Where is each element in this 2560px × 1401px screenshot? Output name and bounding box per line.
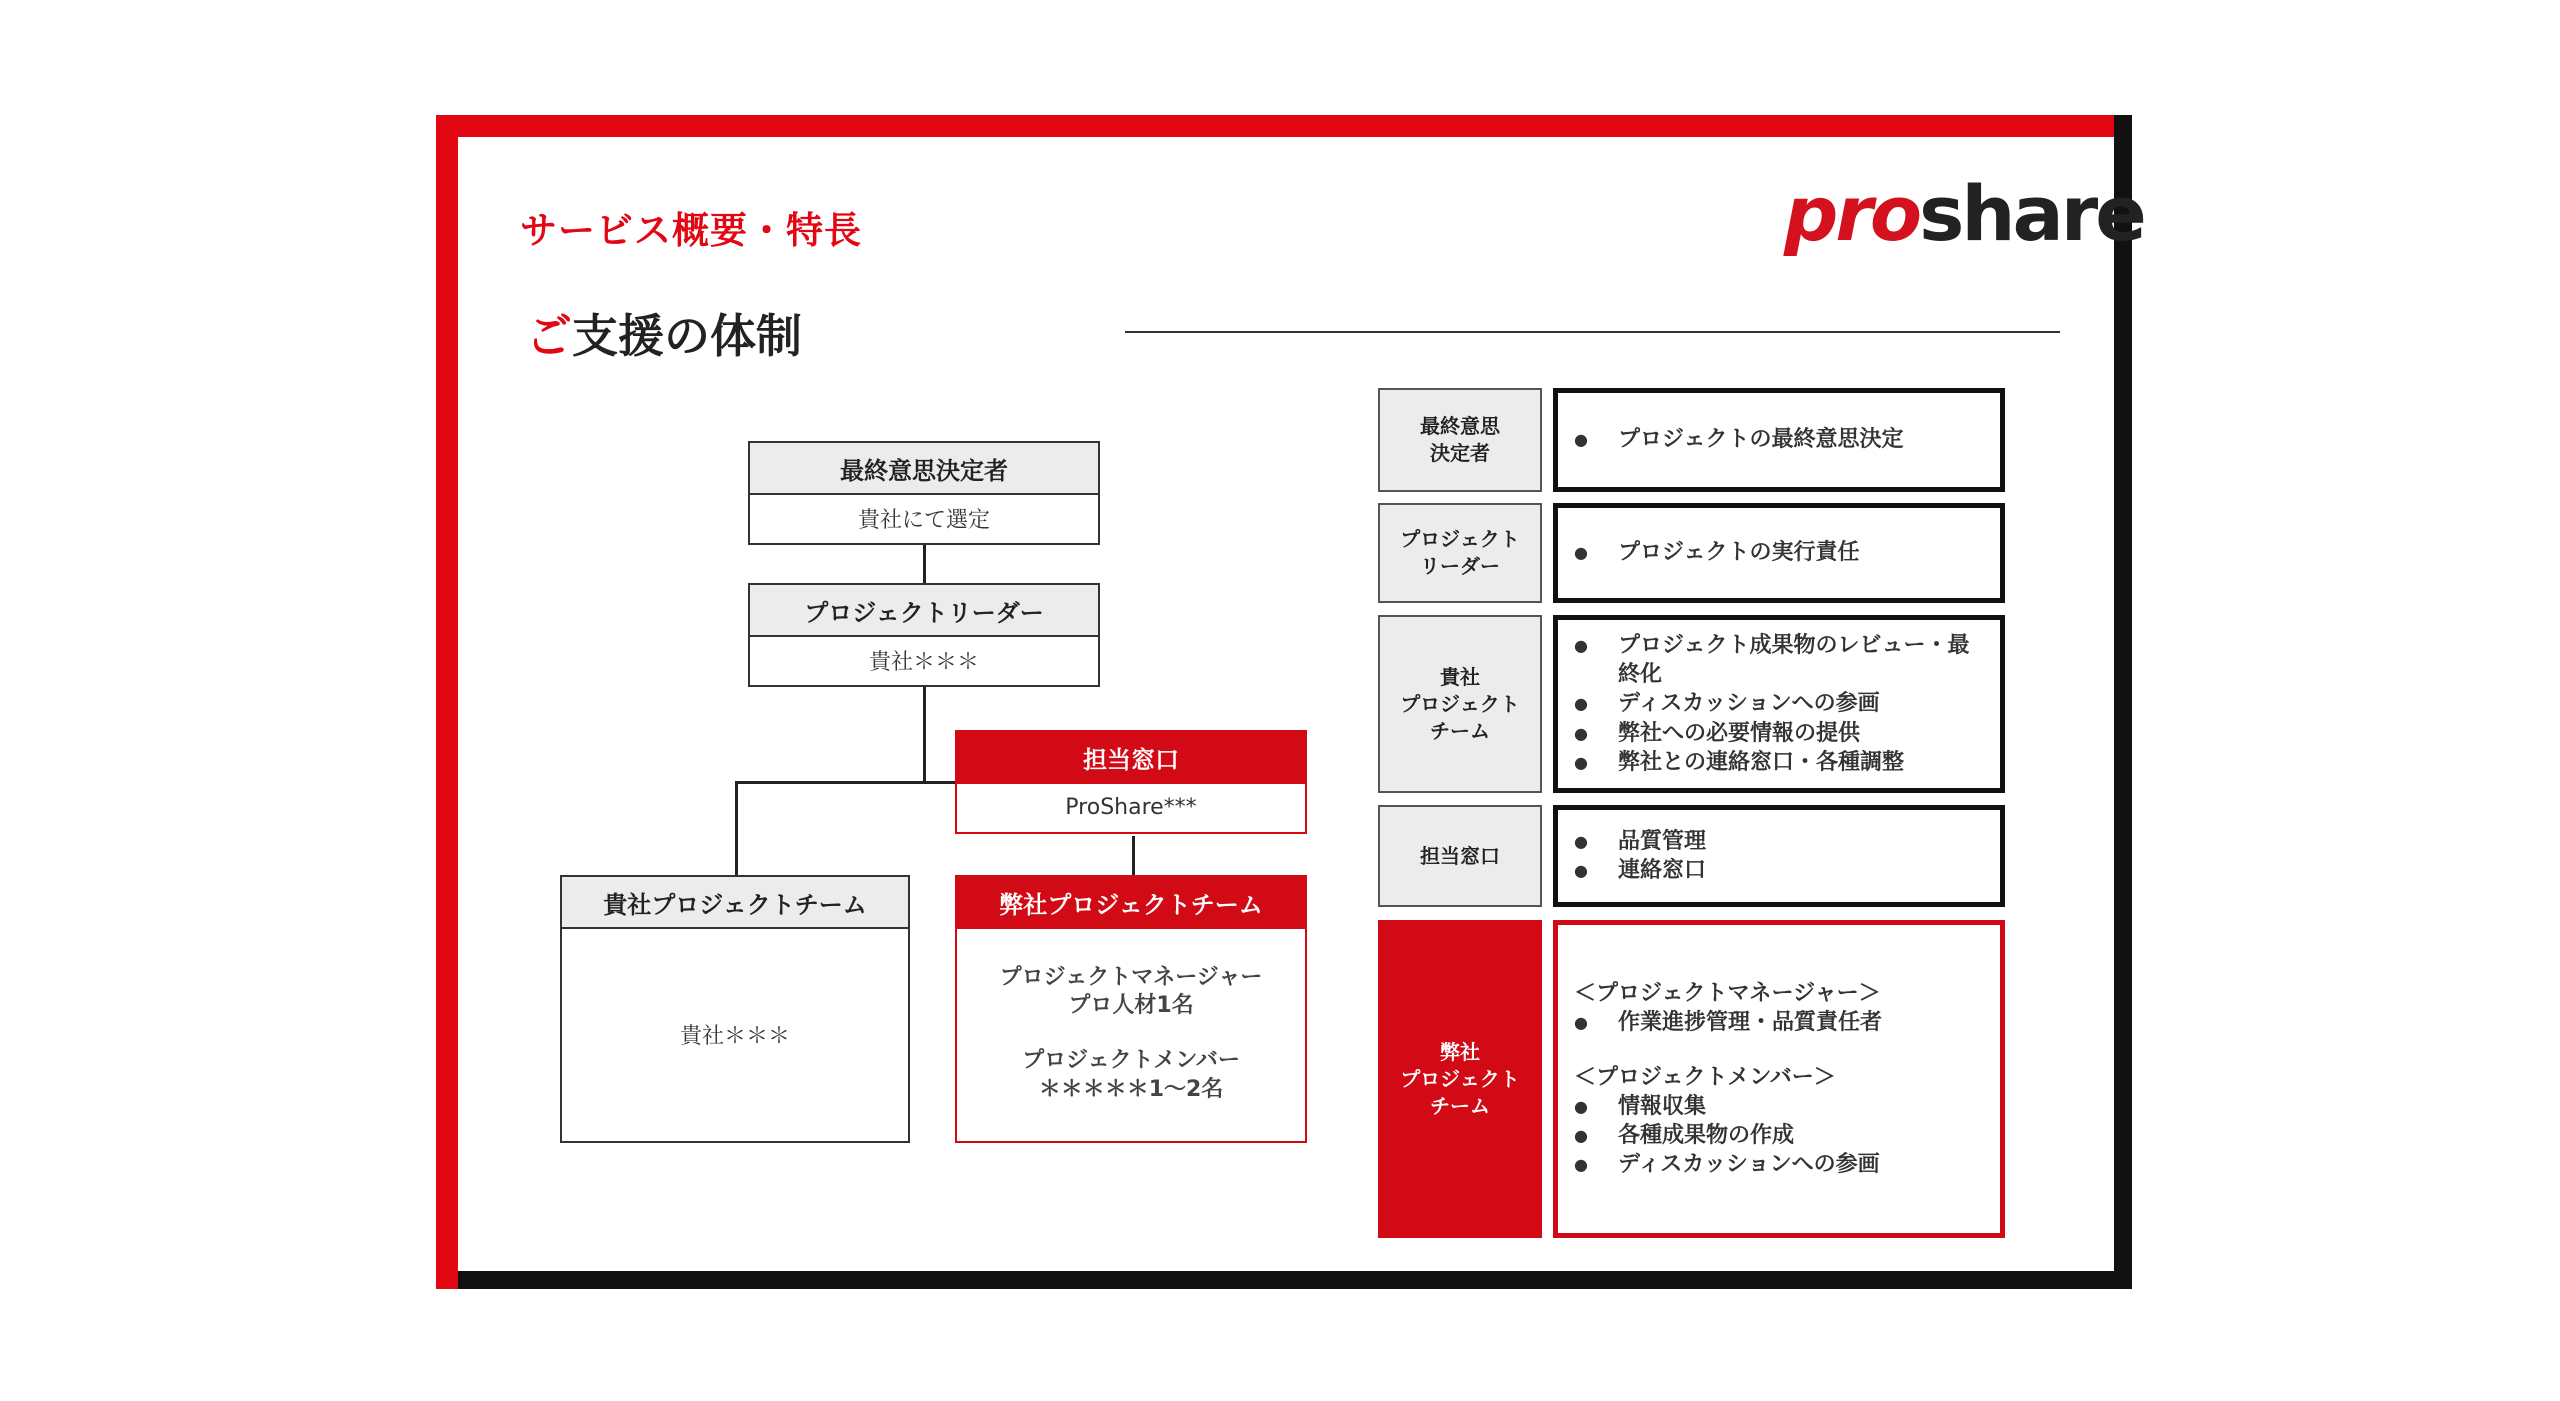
role-item: ● 連絡窓口	[1574, 856, 1986, 885]
decision-maker-box	[748, 441, 1100, 545]
member-heading: ＜プロジェクトメンバー＞	[1574, 1064, 1836, 1090]
role-item: ● ディスカッションへの参画	[1574, 689, 1986, 718]
frame-top-bar	[436, 115, 2117, 137]
role-label-project-leader: プロジェクト リーダー	[1378, 503, 1542, 603]
frame-right-shadow	[2114, 115, 2132, 1289]
client-team-title: 貴社プロジェクトチーム	[562, 877, 908, 929]
role-label-client-team: 貴社 プロジェクト チーム	[1378, 615, 1542, 793]
contact-title: 担当窓口	[957, 732, 1305, 784]
connector-line	[1132, 836, 1135, 879]
role-label-contact: 担当窓口	[1378, 805, 1542, 907]
decision-maker-value: 貴社にて選定	[857, 507, 990, 533]
connector-line	[735, 781, 738, 877]
role-item: ● プロジェクトの実行責任	[1574, 538, 1986, 567]
connector-line	[735, 781, 969, 784]
our-team-body	[957, 927, 1305, 1141]
role-label-decision-maker: 最終意思 決定者	[1378, 388, 1542, 492]
role-item: ● 品質管理	[1574, 827, 1986, 856]
client-team-value: 貴社＊＊＊	[679, 1023, 790, 1049]
role-item: ● プロジェクト成果物のレビュー・最終化	[1574, 631, 1986, 689]
role-desc-our-team	[1553, 920, 2005, 1238]
title-divider	[1125, 331, 2060, 333]
title-accent: ご	[526, 309, 572, 363]
our-team-line: プロ人材1名	[1068, 993, 1194, 1019]
pm-heading: ＜プロジェクトマネージャー＞	[1574, 980, 1881, 1006]
our-team-box	[955, 875, 1307, 1143]
role-desc-decision-maker	[1553, 388, 2005, 492]
client-team-box	[560, 875, 910, 1143]
logo-share: share	[1919, 169, 2144, 258]
project-leader-title: プロジェクトリーダー	[750, 585, 1098, 637]
role-label-our-team: 弊社 プロジェクト チーム	[1378, 920, 1542, 1238]
proshare-logo	[1784, 169, 2144, 258]
role-item: ● ディスカッションへの参画	[1574, 1150, 1986, 1179]
page-title	[526, 300, 802, 366]
contact-value: ProShare***	[1065, 794, 1197, 820]
connector-line	[923, 685, 926, 783]
role-desc-client-team	[1553, 615, 2005, 793]
our-team-title: 弊社プロジェクトチーム	[957, 877, 1305, 929]
our-team-line: プロジェクトマネージャー	[999, 964, 1263, 990]
connector-line	[923, 543, 926, 585]
decision-maker-title: 最終意思決定者	[750, 443, 1098, 495]
our-team-line: プロジェクトメンバー	[1022, 1048, 1240, 1073]
contact-box	[955, 730, 1307, 834]
our-team-line: ＊＊＊＊＊1～2名	[1038, 1076, 1224, 1102]
role-item: ● プロジェクトの最終意思決定	[1574, 425, 1986, 454]
project-leader-value: 貴社＊＊＊	[868, 649, 979, 675]
project-leader-box	[748, 583, 1100, 687]
logo-pro: pro	[1784, 169, 1920, 258]
role-desc-contact	[1553, 805, 2005, 907]
role-desc-project-leader	[1553, 503, 2005, 603]
frame-bottom-shadow	[458, 1271, 2132, 1289]
role-item: ● 各種成果物の作成	[1574, 1121, 1986, 1150]
role-item: ● 弊社との連絡窓口・各種調整	[1574, 748, 1986, 777]
role-item: ● 弊社への必要情報の提供	[1574, 719, 1986, 748]
frame-left-bar	[436, 115, 458, 1289]
role-item: ● 作業進捗管理・品質責任者	[1574, 1008, 1986, 1037]
section-label: サービス概要・特長	[520, 209, 862, 252]
role-item: ● 情報収集	[1574, 1092, 1986, 1121]
title-text: 支援の体制	[572, 309, 802, 363]
